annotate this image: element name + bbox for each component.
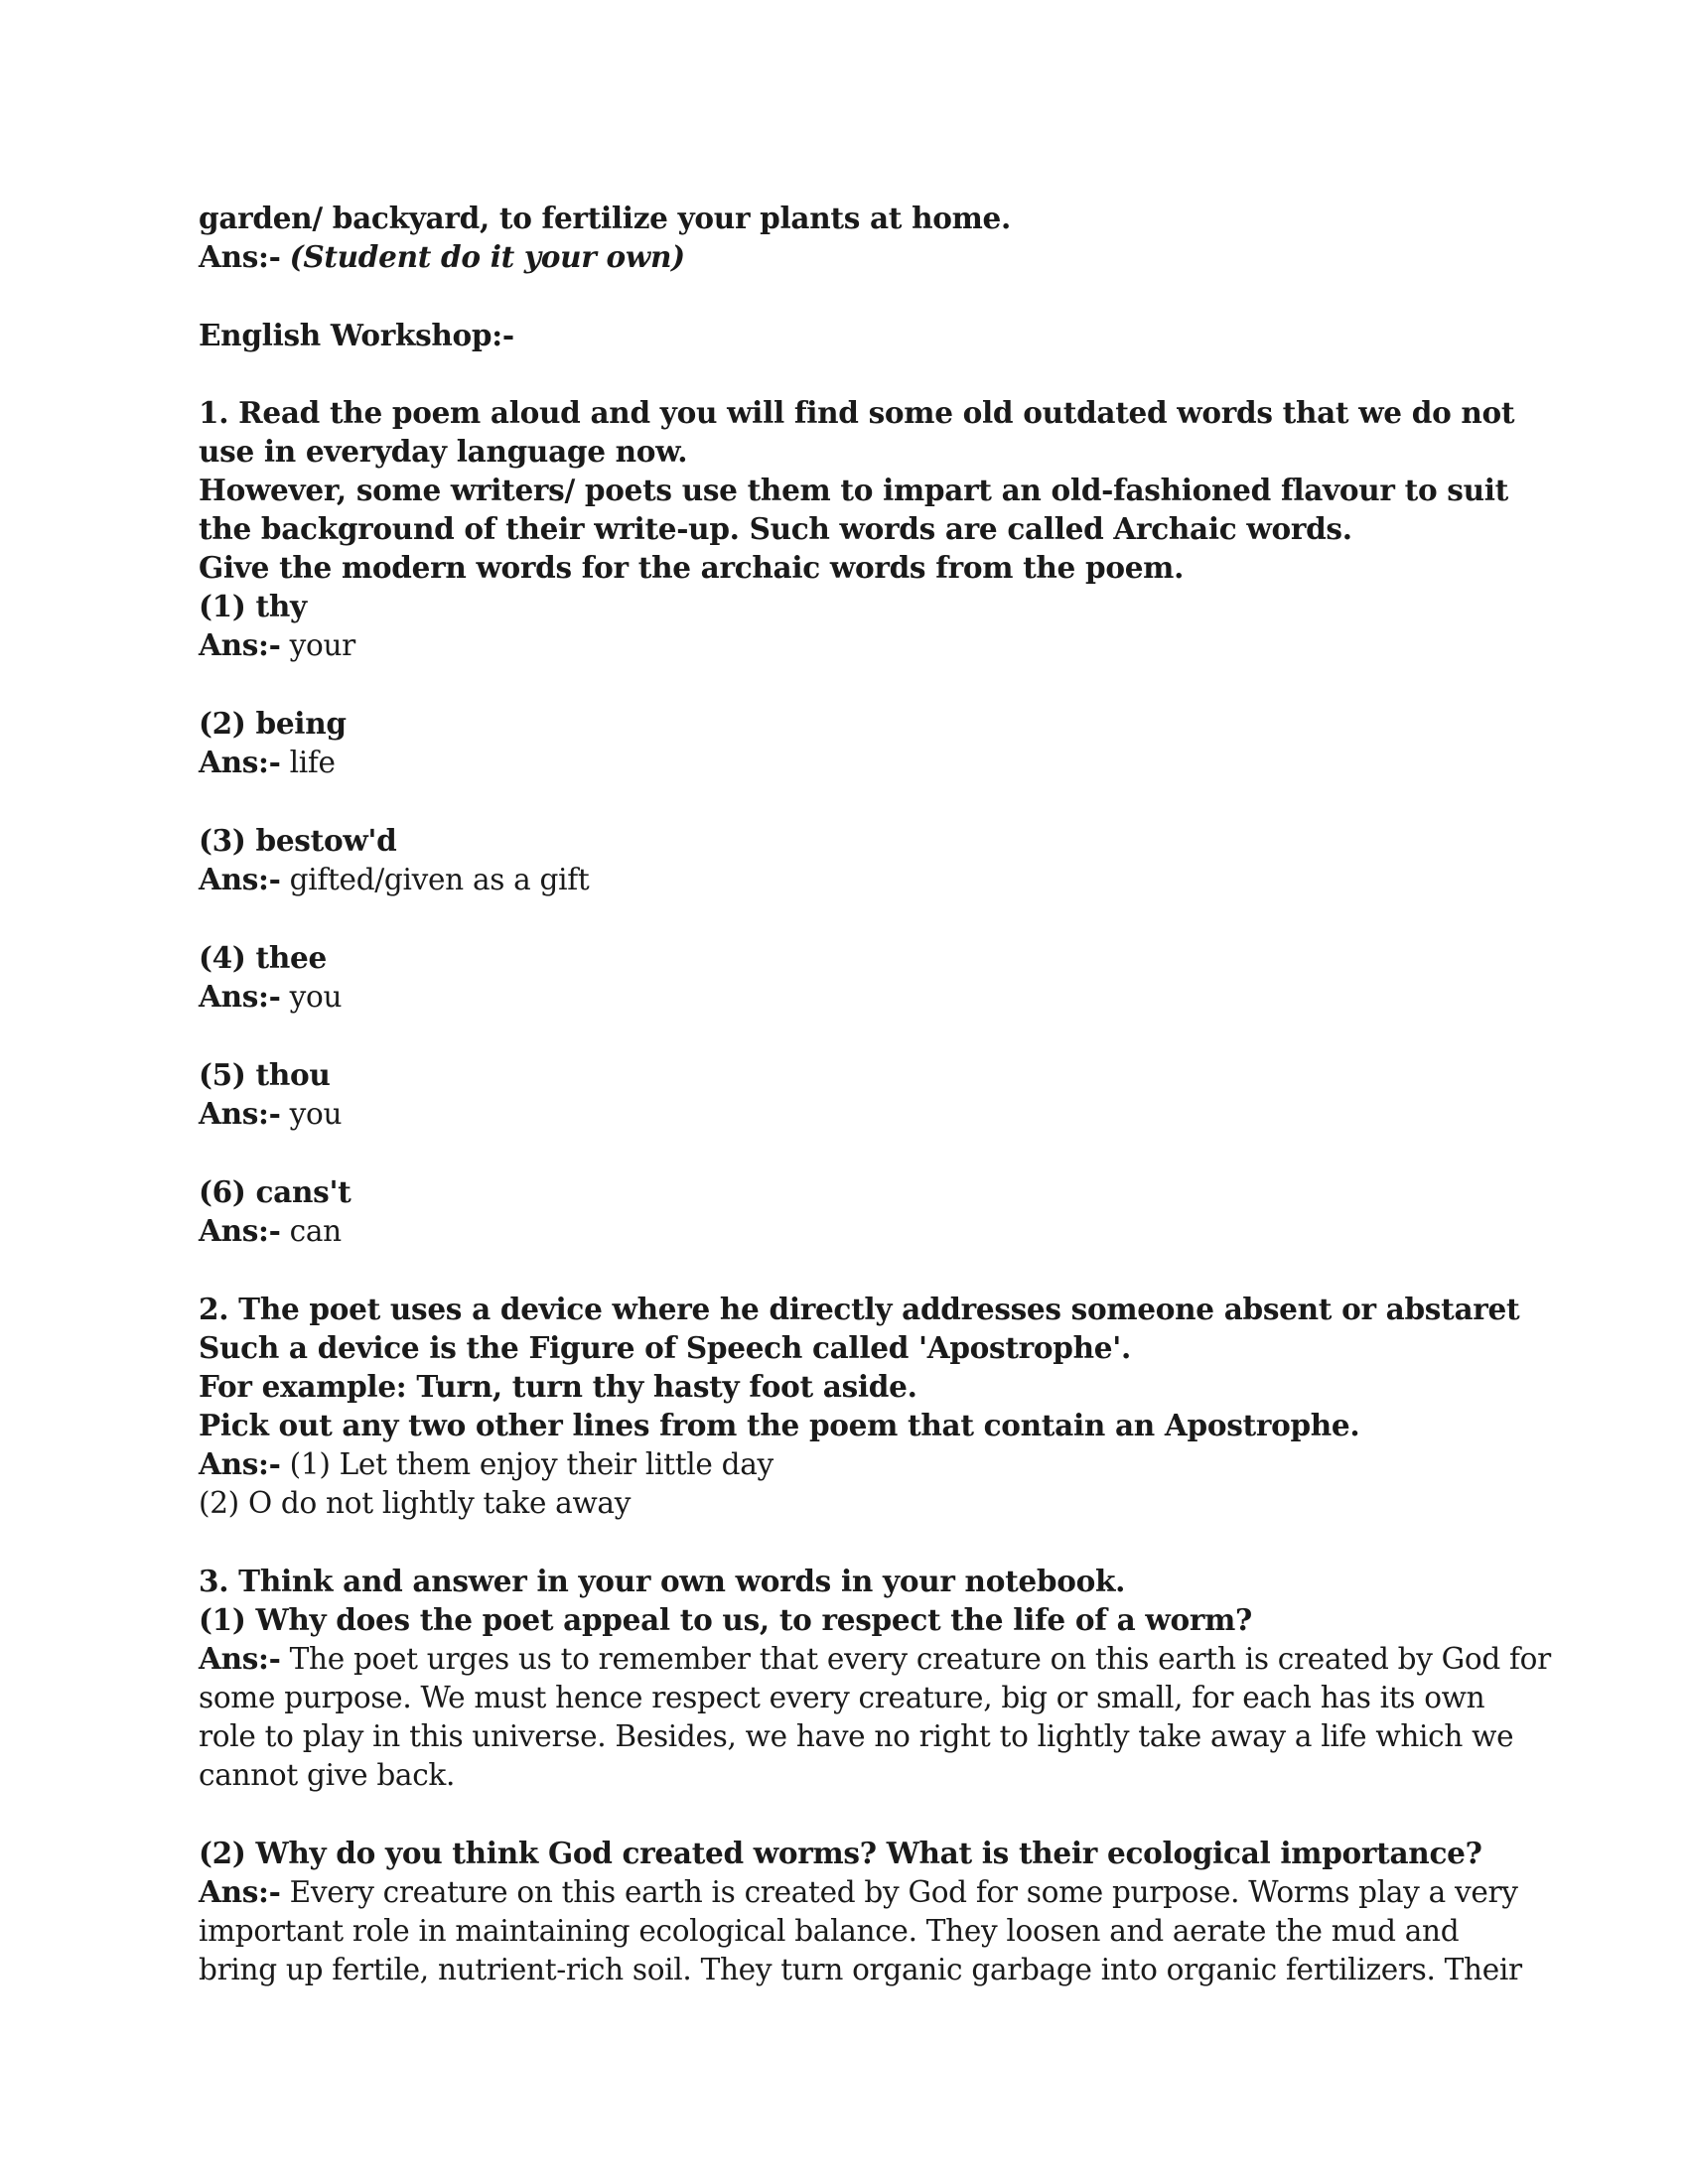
q1-line: use in everyday language now. (199, 434, 688, 469)
answer-label: Ans:- (199, 1213, 281, 1248)
document-body (199, 199, 1551, 1989)
q1-line: 1. Read the poem aloud and you will find some old outdated words that we do not (199, 395, 1515, 430)
answer-label: Ans:- (199, 1096, 281, 1131)
answer-text: you (280, 1097, 343, 1131)
q1-word: (6) cans't (199, 1174, 352, 1209)
q3-sub1-answer-line: role to play in this universe. Besides, we have no right to lightly take away a life which we (199, 1719, 1514, 1753)
answer-label: Ans:- (199, 1641, 281, 1676)
q1-word: (3) bestow'd (199, 823, 397, 858)
answer-label: Ans:- (199, 1874, 281, 1909)
q2-line: 2. The poet uses a device where he directly addresses someone absent or abstaret (199, 1292, 1520, 1326)
q3-sub2-answer-line: bring up fertile, nutrient-rich soil. They turn organic garbage into organic fertilizers. Their (199, 1953, 1522, 1986)
q3-sub1-answer (199, 1639, 1551, 1679)
answer-text: Every creature on this earth is created by God for some purpose. Worms play a very (280, 1875, 1518, 1909)
q1-answer (199, 743, 1509, 782)
q1-answer (199, 1094, 1509, 1134)
q3-sub1-answer-line: some purpose. We must hence respect every creature, big or small, for each has its own (199, 1681, 1485, 1714)
answer-label: Ans:- (199, 239, 281, 274)
intro-answer (199, 237, 1509, 277)
q3-sub2-answer-line: important role in maintaining ecological balance. They loosen and aerate the mud and (199, 1914, 1460, 1948)
q1-line: Give the modern words for the archaic words from the poem. (199, 550, 1185, 585)
q1-answer (199, 977, 1509, 1017)
answer-label: Ans:- (199, 745, 281, 779)
intro-line: garden/ backyard, to fertilize your plants at home. (199, 201, 1011, 235)
answer-text: you (280, 980, 343, 1014)
q1-word: (2) being (199, 706, 347, 741)
q1-line: However, some writers/ poets use them to impart an old-fashioned flavour to suit (199, 473, 1508, 507)
q2-answer-line: (2) O do not lightly take away (199, 1486, 632, 1520)
q1-line: the background of their write-up. Such words are called Archaic words. (199, 511, 1352, 546)
q3-heading: 3. Think and answer in your own words in your notebook. (199, 1564, 1126, 1598)
q3-sub2-answer (199, 1872, 1518, 1912)
q1-word: (5) thou (199, 1057, 331, 1092)
answer-label: Ans:- (199, 979, 281, 1014)
q2-answer (199, 1444, 1509, 1484)
q1-answer (199, 860, 1509, 899)
q2-line: Such a device is the Figure of Speech called 'Apostrophe'. (199, 1330, 1131, 1365)
workshop-heading: English Workshop:- (199, 318, 514, 352)
q1-word: (4) thee (199, 940, 327, 975)
answer-label: Ans:- (199, 627, 281, 662)
answer-label: Ans:- (199, 862, 281, 896)
answer-text: your (280, 628, 355, 662)
q1-answer (199, 625, 1509, 665)
q1-answer (199, 1211, 1509, 1251)
answer-text: (1) Let them enjoy their little day (280, 1447, 774, 1481)
q3-sub1-answer-line: cannot give back. (199, 1758, 456, 1792)
q2-line: Pick out any two other lines from the poem that contain an Apostrophe. (199, 1408, 1360, 1442)
q1-word: (1) thy (199, 589, 307, 623)
answer-text: (Student do it your own) (289, 239, 685, 274)
answer-text: The poet urges us to remember that every creature on this earth is created by God for (280, 1642, 1551, 1676)
answer-label: Ans:- (199, 1446, 281, 1481)
q3-sub1-question: (1) Why does the poet appeal to us, to respect the life of a worm? (199, 1602, 1252, 1637)
answer-text: can (280, 1214, 342, 1248)
q2-line: For example: Turn, turn thy hasty foot aside. (199, 1369, 917, 1404)
answer-text: gifted/given as a gift (280, 863, 590, 896)
q3-sub2-question: (2) Why do you think God created worms? What is their ecological importance? (199, 1836, 1482, 1870)
answer-text: life (280, 746, 336, 779)
